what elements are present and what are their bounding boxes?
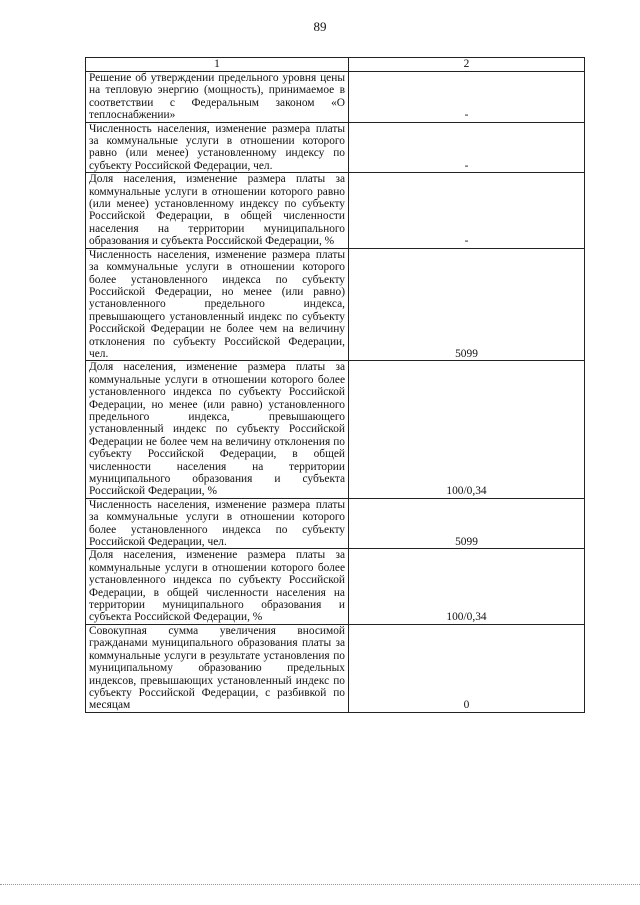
row-label: Доля населения, изменение размера платы за коммунальные услуги в отношении которого равно (или менее) установленному индексу по субъекту Российской Федерации, в общей численности населения на территории муниципального образования и субъекта Российской Федерации, % bbox=[86, 173, 349, 248]
table-row bbox=[86, 624, 585, 712]
row-value: - bbox=[349, 173, 585, 248]
row-label: Численность населения, изменение размера платы за коммунальные услуги в отношении которого более установленного индекса по субъекту Российской Федерации, но менее (или равно) установленного предельного индекса, превышающего установленный индекс по субъекту Российской Федерации не более чем на величину отклонения по субъекту Российской Федерации, чел. bbox=[86, 248, 349, 361]
row-label: Численность населения, изменение размера платы за коммунальные услуги в отношении которого равно (или менее) установленному индексу по субъекту Российской Федерации, чел. bbox=[86, 122, 349, 173]
scan-footer-line bbox=[0, 884, 640, 886]
row-value: - bbox=[349, 72, 585, 123]
table-row bbox=[86, 173, 585, 248]
row-value: - bbox=[349, 122, 585, 173]
table-row bbox=[86, 361, 585, 498]
row-value: 100/0,34 bbox=[349, 361, 585, 498]
row-label: Доля населения, изменение размера платы за коммунальные услуги в отношении которого более установленного индекса по субъекту Российской Федерации, в общей численности населения на территории муниципального образования и субъекта Российской Федерации, % bbox=[86, 549, 349, 624]
column-header-1: 1 bbox=[86, 58, 349, 72]
row-value: 0 bbox=[349, 624, 585, 712]
data-table bbox=[85, 57, 585, 713]
row-label: Решение об утверждении предельного уровня цены на тепловую энергию (мощность), принимаемое в соответствии с Федеральным законом «О теплоснабжении» bbox=[86, 72, 349, 123]
row-value: 5099 bbox=[349, 498, 585, 549]
row-value: 5099 bbox=[349, 248, 585, 361]
table-row bbox=[86, 122, 585, 173]
row-label: Совокупная сумма увеличения вносимой гражданами муниципального образования платы за коммунальные услуги в результате установления по муниципальному образованию предельных индексов, превышающих установленный индекс по субъекту Российской Федерации, с разбивкой по месяцам bbox=[86, 624, 349, 712]
column-header-2: 2 bbox=[349, 58, 585, 72]
row-value: 100/0,34 bbox=[349, 549, 585, 624]
table-row bbox=[86, 498, 585, 549]
page-number: 89 bbox=[313, 19, 327, 34]
table-header-row bbox=[86, 58, 585, 72]
row-label: Численность населения, изменение размера платы за коммунальные услуги в отношении которого более установленного индекса по субъекту Российской Федерации, чел. bbox=[86, 498, 349, 549]
row-label: Доля населения, изменение размера платы за коммунальные услуги в отношении которого более установленного индекса по субъекту Российской Федерации, но менее (или равно) установленного предельного индекса, превышающего установленный индекс по субъекту Российской Федерации не более чем на величину отклонения по субъекту Российской Федерации, в общей численности населения на территории муниципального образования и субъекта Российской Федерации, % bbox=[86, 361, 349, 498]
table-row bbox=[86, 549, 585, 624]
table-row bbox=[86, 72, 585, 123]
table-row bbox=[86, 248, 585, 361]
